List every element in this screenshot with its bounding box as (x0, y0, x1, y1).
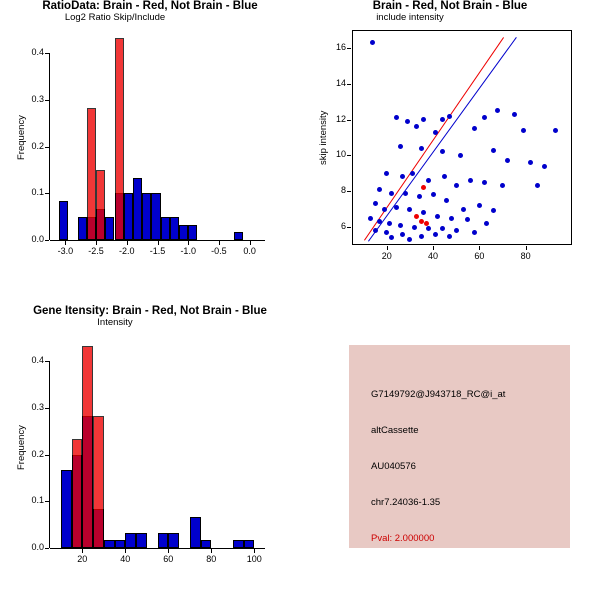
scatter-point (468, 178, 473, 183)
x-tick-label: -3.0 (57, 246, 74, 256)
histogram-bar (125, 533, 136, 548)
info-line: G7149792@J943718_RC@i_at (371, 389, 506, 400)
scatter-point (368, 216, 373, 221)
y-tick-label: 0.1 (31, 495, 44, 506)
info-line: AU040576 (371, 461, 416, 472)
y-tick (45, 408, 49, 409)
histogram-bar (61, 470, 72, 548)
intensity-scatter-plot (335, 30, 572, 261)
x-tick-label: 80 (206, 554, 217, 564)
scatter-point (405, 119, 410, 124)
probe-info-panel (349, 345, 570, 548)
ratio-histogram-ylabel: Frequency (16, 115, 27, 160)
x-tick (526, 246, 527, 250)
histogram-bar (201, 540, 212, 548)
y-tick-label: 10 (335, 149, 346, 160)
y-tick-label: 0.2 (31, 140, 44, 151)
x-tick (125, 549, 126, 553)
x-tick-label: -2.0 (119, 246, 135, 256)
x-tick-label: 40 (428, 251, 439, 261)
histogram-bar (105, 217, 114, 240)
scatter-point (454, 228, 459, 233)
scatter-point (419, 146, 424, 151)
scatter-point (410, 171, 415, 176)
histogram-bar (244, 540, 255, 548)
y-tick (347, 84, 351, 85)
scatter-point (449, 216, 454, 221)
y-tick (45, 193, 49, 194)
scatter-point (521, 128, 526, 133)
y-tick-label: 0.3 (31, 402, 44, 412)
x-tick (219, 241, 220, 245)
x-tick (188, 241, 189, 245)
scatter-point (491, 148, 496, 153)
histogram-bar (59, 201, 68, 240)
y-tick-label: 14 (335, 77, 346, 88)
ratio-histogram-xlabel: Log2 Ratio Skip/Include (64, 12, 166, 23)
x-tick (211, 549, 212, 553)
info-line: Pval: 2.000000 (371, 533, 435, 544)
histogram-bar (179, 225, 188, 240)
histogram-bar (133, 178, 142, 240)
scatter-point (373, 228, 378, 233)
x-tick (96, 241, 97, 245)
scatter-point (482, 115, 487, 120)
histogram-bar (188, 225, 197, 240)
scatter-point (394, 115, 399, 120)
y-tick (45, 147, 49, 148)
intensity-scatter-panel (300, 0, 600, 300)
histogram-bar (190, 517, 201, 548)
y-tick (45, 240, 49, 241)
y-tick (45, 361, 49, 362)
x-tick-label: 20 (77, 554, 88, 564)
ratio-histogram-title: RatioData: Brain - Red, Not Brain - Blue (42, 0, 258, 12)
x-tick-label: 20 (381, 251, 392, 261)
scatter-point (482, 180, 487, 185)
x-tick (82, 549, 83, 553)
scatter-point (431, 192, 436, 197)
histogram-bar (158, 533, 169, 548)
gene-intensity-panel (0, 305, 300, 600)
y-tick (347, 48, 351, 49)
x-tick (433, 246, 434, 250)
histogram-bar (87, 108, 96, 240)
scatter-point (394, 205, 399, 210)
scatter-point (382, 207, 387, 212)
x-tick (479, 246, 480, 250)
scatter-point (387, 221, 392, 226)
y-tick-label: 8 (340, 185, 346, 196)
y-tick-label: 12 (335, 113, 346, 124)
x-tick (65, 241, 66, 245)
scatter-point (484, 221, 489, 226)
x-tick-label: -1.5 (149, 246, 166, 256)
y-axis-line (49, 53, 50, 240)
histogram-bar (115, 38, 124, 240)
intensity-scatter-ylabel: skip intensity (318, 110, 329, 165)
scatter-point (440, 117, 445, 122)
y-tick-label: 0.4 (31, 355, 44, 366)
info-line: chr7.24036-1.35 (371, 497, 441, 508)
histogram-bar (78, 217, 87, 240)
y-tick (45, 501, 49, 502)
y-tick-label: 0.0 (31, 234, 44, 244)
scatter-point (433, 232, 438, 237)
scatter-point (447, 234, 452, 239)
ratio-histogram-plot (31, 30, 265, 256)
plot-frame (352, 30, 572, 245)
x-tick-label: -2.5 (88, 246, 104, 256)
scatter-point (373, 201, 378, 206)
x-tick-label: 60 (163, 554, 174, 564)
scatter-point (433, 130, 438, 135)
info-line: altCassette (371, 425, 419, 436)
scatter-point (389, 191, 394, 196)
ratio-histogram-panel (0, 0, 300, 300)
scatter-point (435, 214, 440, 219)
x-tick (127, 241, 128, 245)
scatter-point (403, 191, 408, 196)
x-tick (387, 246, 388, 250)
intensity-scatter-xlabel: include intensity (376, 12, 444, 23)
y-tick (45, 100, 49, 101)
gene-intensity-ylabel: Frequency (16, 425, 27, 470)
scatter-point (512, 112, 517, 117)
intensity-scatter-title: Brain - Red, Not Brain - Blue (372, 0, 528, 12)
histogram-bar (168, 533, 179, 548)
x-tick (250, 241, 251, 245)
histogram-bar (104, 540, 115, 548)
scatter-point (424, 221, 429, 226)
y-tick-label: 0.1 (31, 187, 44, 198)
x-tick-label: 60 (474, 251, 485, 261)
scatter-point (447, 114, 452, 119)
histogram-bar (82, 346, 93, 548)
histogram-bar (233, 540, 244, 548)
scatter-point (398, 223, 403, 228)
histogram-bar (136, 533, 147, 548)
y-tick (347, 227, 351, 228)
y-tick (45, 53, 49, 54)
histogram-bar (234, 232, 243, 240)
x-tick (168, 549, 169, 553)
histogram-bar (93, 416, 104, 548)
scatter-point (477, 203, 482, 208)
histogram-bar (96, 170, 105, 240)
histogram-bar (161, 217, 170, 240)
y-tick (45, 548, 49, 549)
scatter-point (417, 194, 422, 199)
y-tick (45, 455, 49, 456)
y-tick-label: 0.2 (31, 448, 44, 459)
x-tick (254, 549, 255, 553)
histogram-bar (151, 193, 160, 240)
x-tick-label: 100 (246, 554, 262, 564)
scatter-point (528, 160, 533, 165)
x-tick-label: 40 (120, 554, 131, 564)
gene-intensity-title: Gene Itensity: Brain - Red, Not Brain - Blue (33, 305, 267, 317)
gene-intensity-xlabel: Intensity (97, 317, 133, 328)
histogram-bar (170, 217, 179, 240)
scatter-point (412, 225, 417, 230)
y-axis-line (49, 361, 50, 548)
scatter-point (426, 178, 431, 183)
histogram-bar (72, 439, 83, 548)
y-tick-label: 0.4 (31, 47, 44, 58)
y-tick (347, 155, 351, 156)
scatter-point (505, 158, 510, 163)
y-tick (347, 191, 351, 192)
y-tick-label: 6 (340, 221, 346, 232)
scatter-point (419, 234, 424, 239)
y-tick-label: 16 (335, 41, 346, 52)
gene-intensity-plot (31, 338, 265, 564)
y-tick-label: 0.3 (31, 94, 44, 104)
x-tick-label: 80 (520, 251, 531, 261)
histogram-bar (142, 193, 151, 240)
scatter-point (461, 207, 466, 212)
x-tick-label: -0.5 (211, 246, 227, 256)
scatter-point (542, 164, 547, 169)
histogram-bar (124, 193, 133, 240)
histogram-bar (115, 540, 126, 548)
y-tick (347, 120, 351, 121)
x-tick (158, 241, 159, 245)
x-tick-label: 0.0 (243, 246, 256, 256)
y-tick-label: 0.0 (31, 542, 44, 552)
x-tick-label: -1.0 (180, 246, 196, 256)
